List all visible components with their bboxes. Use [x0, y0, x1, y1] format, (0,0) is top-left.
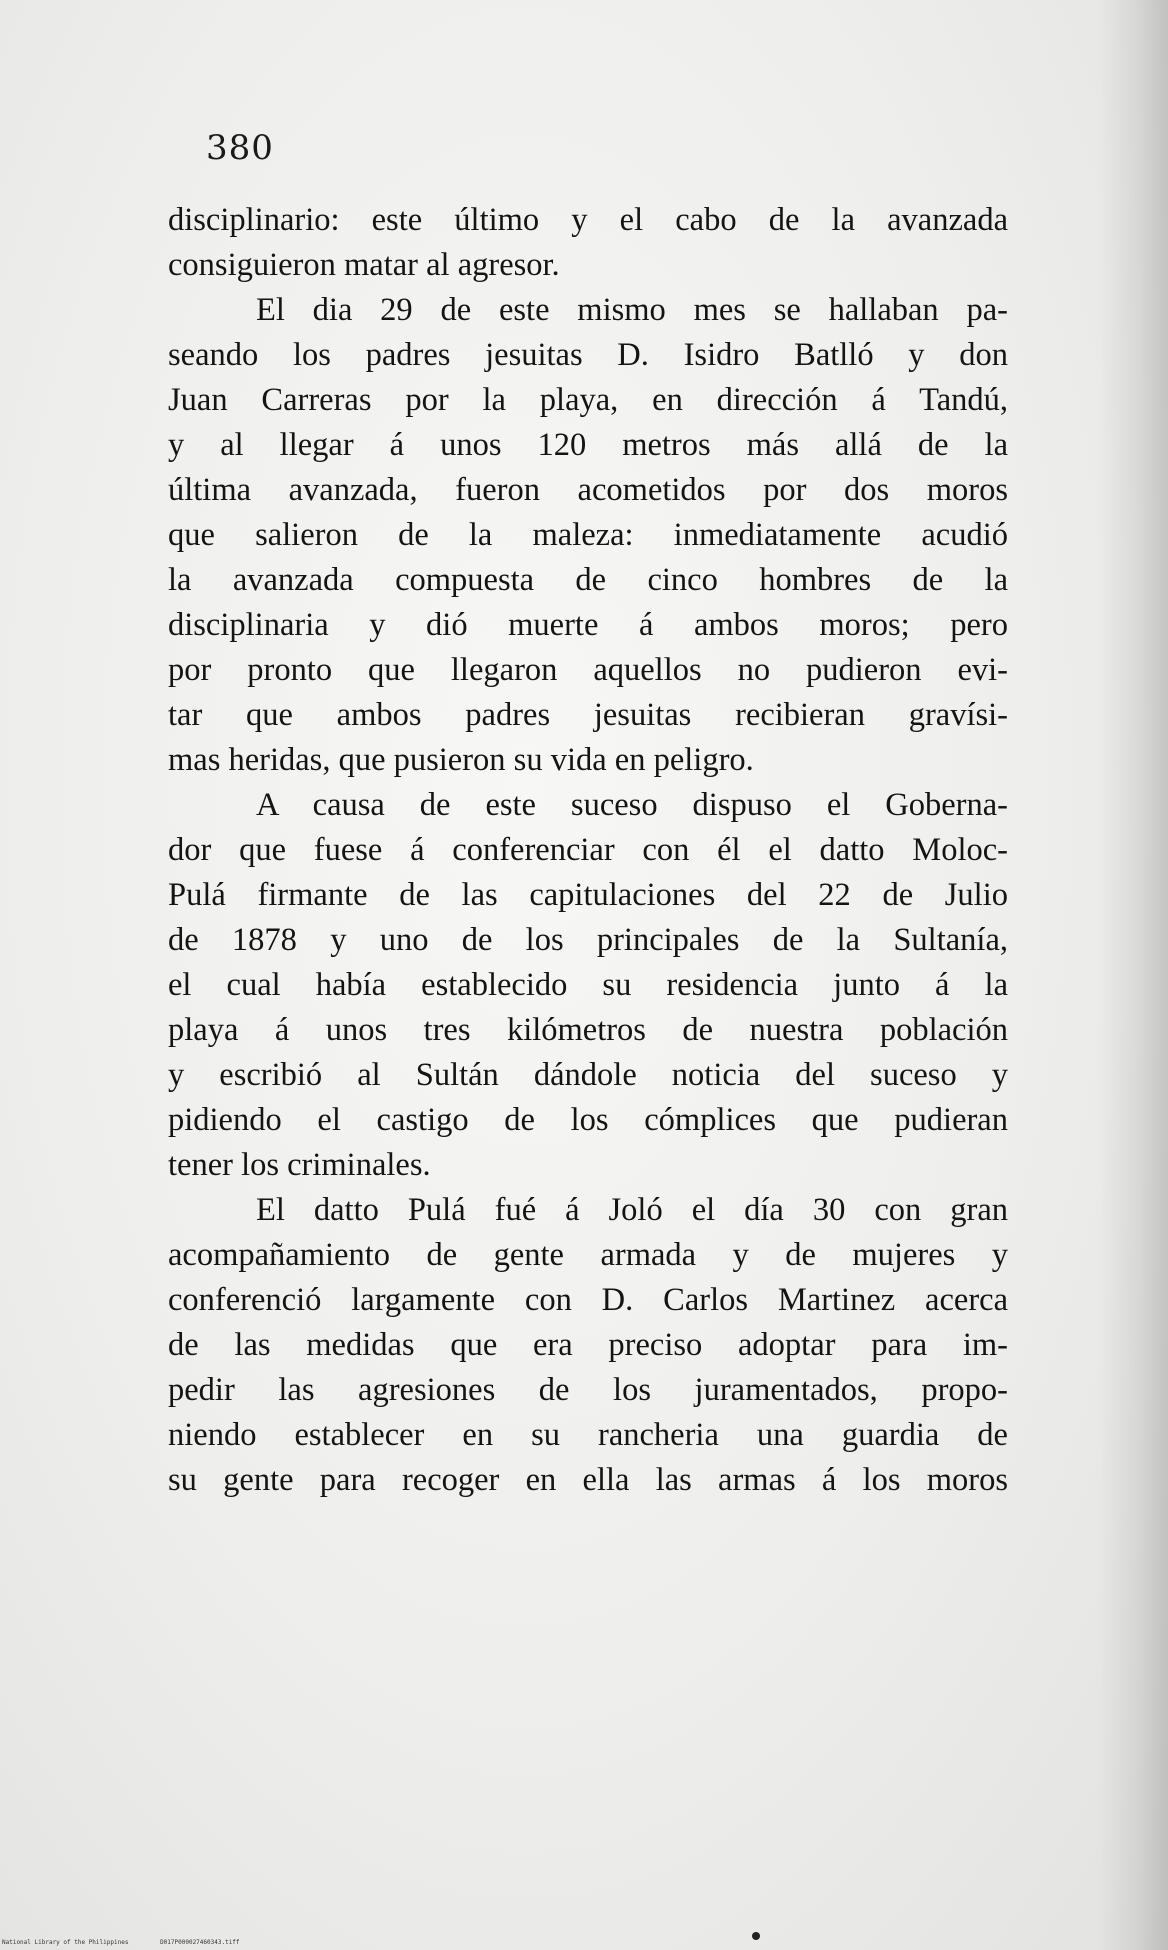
scan-speck	[752, 1932, 760, 1940]
text-line: la avanzada compuesta de cinco hombres de la	[168, 562, 1008, 598]
text-line: El dia 29 de este mismo mes se hallaban pa-	[256, 292, 1008, 328]
page-number: 380	[206, 128, 274, 168]
text-line: pidiendo el castigo de los cómplices que pudieran	[168, 1102, 1008, 1138]
text-line: tar que ambos padres jesuitas recibieran gravísi-	[168, 697, 1008, 733]
text-line: pedir las agresiones de los juramentados, propo-	[168, 1372, 1008, 1408]
footer-library: National Library of the Philippines	[2, 1939, 129, 1946]
text-line: A causa de este suceso dispuso el Goberna-	[256, 787, 1008, 823]
text-line: disciplinario: este último y el cabo de la avanzada	[168, 202, 1008, 238]
text-line: conferenció largamente con D. Carlos Martinez acerca	[168, 1282, 1008, 1318]
text-line: tener los criminales.	[168, 1147, 431, 1183]
text-line: el cual había establecido su residencia junto á la	[168, 967, 1008, 1003]
text-line: consiguieron matar al agresor.	[168, 247, 560, 283]
text-line: Pulá firmante de las capitulaciones del 22 de Julio	[168, 877, 1008, 913]
text-line: que salieron de la maleza: inmediatamente acudió	[168, 517, 1008, 553]
text-line: Juan Carreras por la playa, en dirección á Tandú,	[168, 382, 1008, 418]
text-line: última avanzada, fueron acometidos por dos moros	[168, 472, 1008, 508]
text-line: seando los padres jesuitas D. Isidro Batlló y don	[168, 337, 1008, 373]
text-line: su gente para recoger en ella las armas á los moros	[168, 1462, 1008, 1498]
text-line: de las medidas que era preciso adoptar para im-	[168, 1327, 1008, 1363]
text-line: y escribió al Sultán dándole noticia del suceso y	[168, 1057, 1008, 1093]
scan-footer	[2, 1939, 268, 1946]
text-line: por pronto que llegaron aquellos no pudieron evi-	[168, 652, 1008, 688]
text-line: niendo establecer en su rancheria una guardia de	[168, 1417, 1008, 1453]
text-line: de 1878 y uno de los principales de la Sultanía,	[168, 922, 1008, 958]
text-line: mas heridas, que pusieron su vida en peligro.	[168, 742, 754, 778]
page-edge-shadow	[1098, 0, 1168, 1950]
body-text	[168, 198, 1008, 1503]
text-line: playa á unos tres kilómetros de nuestra población	[168, 1012, 1008, 1048]
text-line: El datto Pulá fué á Joló el día 30 con gran	[256, 1192, 1008, 1228]
text-line: y al llegar á unos 120 metros más allá de la	[168, 427, 1008, 463]
footer-file: D017P000027460343.tiff	[160, 1939, 240, 1946]
text-line: acompañamiento de gente armada y de mujeres y	[168, 1237, 1008, 1273]
text-line: dor que fuese á conferenciar con él el datto Moloc-	[168, 832, 1008, 868]
text-line: disciplinaria y dió muerte á ambos moros; pero	[168, 607, 1008, 643]
